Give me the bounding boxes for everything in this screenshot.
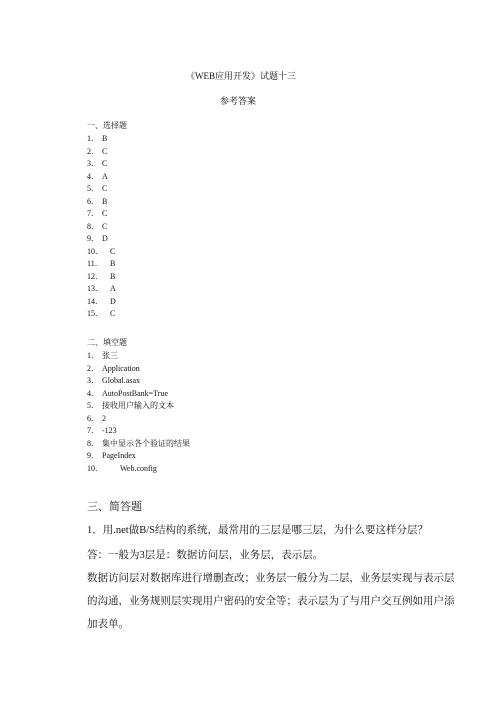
section-heading-fill-blank: 二、填空题 xyxy=(87,338,127,347)
item-answer: AutoPostBank=True xyxy=(102,388,169,398)
answer-paragraph-line: 数据访问层对数据库进行增删查改；业务层一般分为二层，业务层实现与表示层 xyxy=(87,573,455,584)
item-answer: C xyxy=(102,184,108,193)
item-number: 12． xyxy=(87,271,103,281)
multiple-choice-list xyxy=(87,134,207,324)
item-answer: C xyxy=(102,221,108,231)
item-number: 9． xyxy=(87,451,99,460)
item-answer: D xyxy=(102,234,108,243)
answer-intro: 答：一般为3层是：数据访问层，业务层，表示层。 xyxy=(87,550,324,561)
item-answer: Global.asax xyxy=(102,376,140,385)
item-number: 3． xyxy=(87,376,99,385)
fill-blank-list xyxy=(87,351,287,481)
item-answer: B xyxy=(110,271,116,281)
item-answer: 接收用户输入的文本 xyxy=(102,401,174,410)
item-answer: C xyxy=(102,146,108,156)
item-answer: 集中显示各个验证的结果 xyxy=(102,438,190,448)
item-answer: PageIndex xyxy=(102,451,136,460)
item-number: 7． xyxy=(87,209,99,218)
item-answer: C xyxy=(110,309,116,318)
item-number: 5． xyxy=(87,401,99,410)
item-answer: 2 xyxy=(102,413,106,423)
item-answer: Application xyxy=(102,363,140,373)
item-number: 13． xyxy=(87,284,103,293)
item-number: 1． xyxy=(87,134,99,143)
document-title: 《WEB应用开发》试题十三 xyxy=(186,71,296,81)
item-answer: A xyxy=(102,171,108,181)
item-answer: B xyxy=(110,259,116,268)
item-number: 14． xyxy=(87,296,103,306)
answer-paragraph-line: 加表单。 xyxy=(87,619,129,630)
item-number: 1． xyxy=(87,351,99,360)
item-answer: B xyxy=(102,134,108,143)
item-answer: B xyxy=(102,196,108,206)
item-number: 10． xyxy=(87,246,103,256)
item-answer: C xyxy=(102,159,108,168)
answer-paragraph-line: 的沟通，业务规则层实现用户密码的安全等；表示层为了与用户交互例如用户添 xyxy=(87,596,455,607)
item-number: 3． xyxy=(87,159,99,168)
item-number: 7． xyxy=(87,426,99,435)
item-number: 4． xyxy=(87,388,99,398)
item-answer: C xyxy=(110,246,116,256)
item-answer: Web.config xyxy=(120,463,157,473)
item-answer: -123 xyxy=(102,426,117,435)
section-heading-multiple-choice: 一、选择题 xyxy=(87,121,127,130)
item-number: 2． xyxy=(87,146,99,156)
item-number: 8． xyxy=(87,438,99,448)
item-number: 4． xyxy=(87,171,99,181)
item-number: 2． xyxy=(87,363,99,373)
item-number: 11． xyxy=(87,259,103,268)
item-number: 15． xyxy=(87,309,103,318)
item-number: 10． xyxy=(87,463,103,473)
item-number: 5． xyxy=(87,184,99,193)
item-number: 6． xyxy=(87,196,99,206)
answer-key-heading: 参考答案 xyxy=(220,96,257,106)
item-number: 6． xyxy=(87,413,99,423)
item-answer: C xyxy=(102,209,108,218)
item-answer: A xyxy=(110,284,116,293)
item-answer: 张三 xyxy=(102,351,118,360)
section-heading-short-answer: 三、简答题 xyxy=(87,501,142,513)
item-number: 9． xyxy=(87,234,99,243)
item-answer: D xyxy=(110,296,116,306)
question-text: 1．用.net做B/S结构的系统，最常用的三层是哪三层，为什么要这样分层？ xyxy=(87,525,428,536)
item-number: 8． xyxy=(87,221,99,231)
